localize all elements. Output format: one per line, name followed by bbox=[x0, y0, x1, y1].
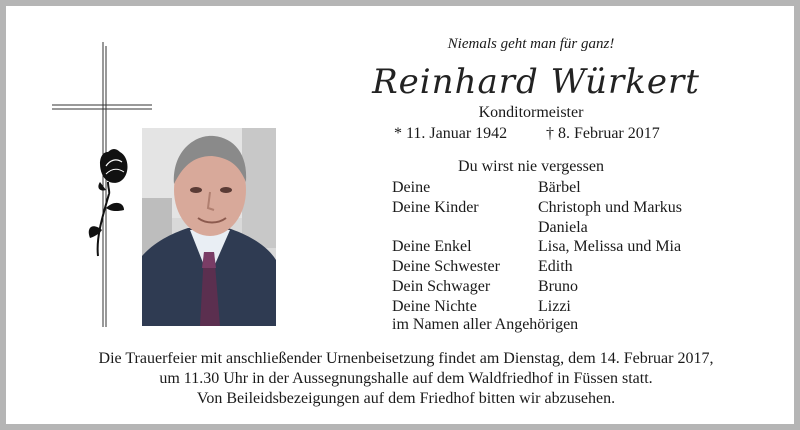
death-date: † 8. Februar 2017 bbox=[546, 125, 660, 142]
remembrance-line: Du wirst nie vergessen bbox=[458, 158, 604, 175]
birth-date: * 11. Januar 1942 bbox=[394, 125, 508, 142]
mourner-relation: Deine Nichte bbox=[392, 297, 477, 315]
mourner-relation: Dein Schwager bbox=[392, 277, 491, 295]
funeral-line: Die Trauerfeier mit anschließender Urnenbeisetzung findet am Dienstag, dem 14. Februar 2017, bbox=[98, 350, 714, 367]
funeral-details bbox=[26, 349, 786, 409]
deceased-name: Reinhard Würkert bbox=[372, 62, 700, 102]
mourner-relation: Deine Enkel bbox=[392, 238, 472, 256]
mourner-names: Bärbel bbox=[538, 179, 581, 196]
mourner-relation: Deine Schwester bbox=[392, 258, 500, 276]
mourner-names: Edith bbox=[538, 258, 573, 276]
funeral-line: Von Beileidsbezeigungen auf dem Friedhof bitten wir abzusehen. bbox=[196, 390, 616, 407]
rose-icon bbox=[89, 149, 128, 256]
mourner-names: Bruno bbox=[538, 277, 578, 295]
mourner-relation: Deine bbox=[392, 179, 431, 196]
mourner-names: Daniela bbox=[538, 218, 588, 236]
portrait-photo bbox=[142, 128, 276, 326]
mourner-names: Christoph und Markus bbox=[538, 198, 682, 216]
motto: Niemals geht man für ganz! bbox=[447, 36, 615, 52]
funeral-line: um 11.30 Uhr in der Aussegnungshalle auf dem Waldfriedhof in Füssen statt. bbox=[159, 370, 653, 387]
profession: Konditormeister bbox=[478, 104, 584, 121]
mourner-names: Lisa, Melissa und Mia bbox=[538, 238, 682, 256]
mourner-relation: Deine Kinder bbox=[392, 198, 479, 216]
closing-line: im Namen aller Angehörigen bbox=[392, 316, 579, 333]
mourner-names: Lizzi bbox=[538, 297, 571, 315]
